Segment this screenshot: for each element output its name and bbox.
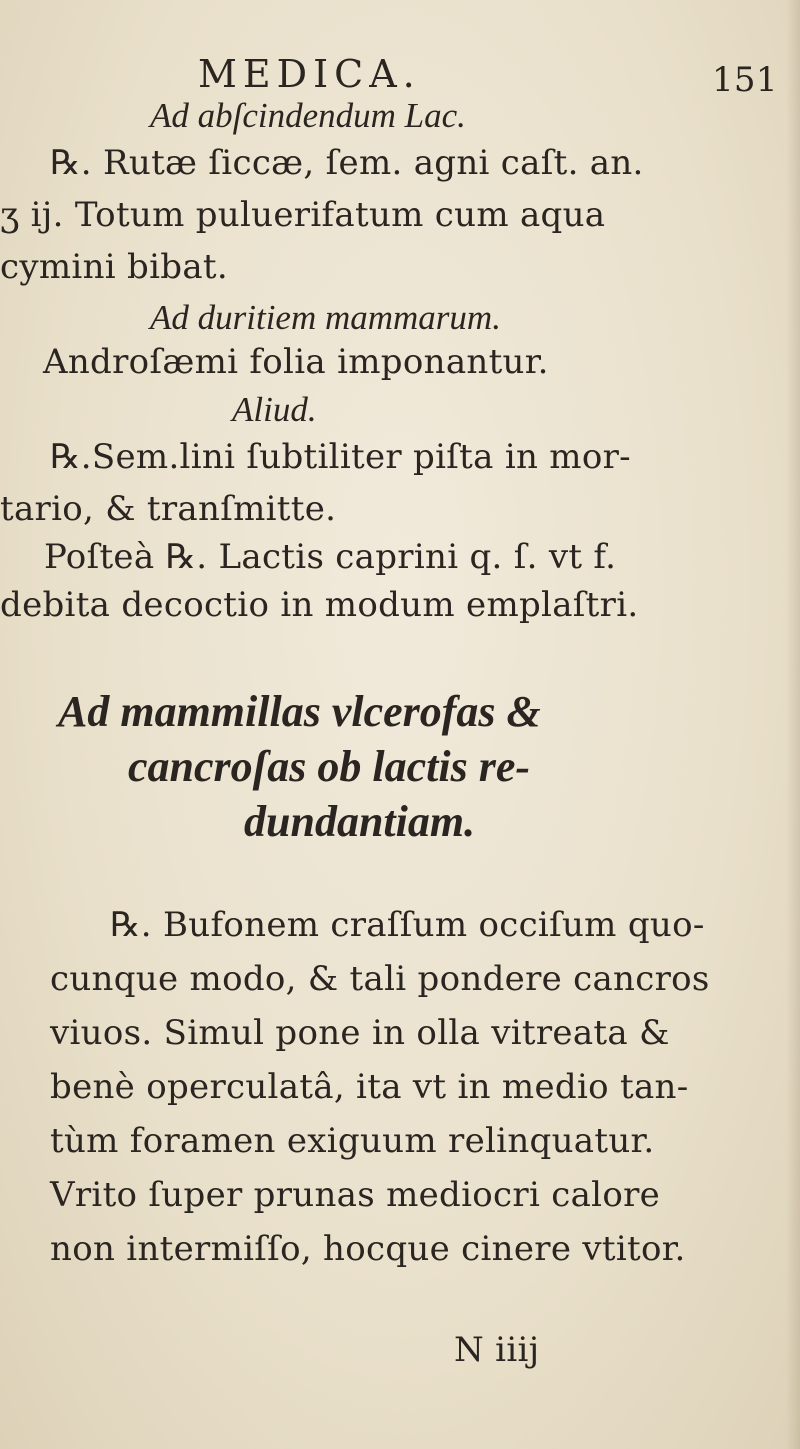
text-line: Androſæmi folia imponantur. bbox=[43, 342, 549, 382]
heading-aliud: Aliud. bbox=[232, 390, 317, 429]
heading-ad-abscindendum-lac: Ad abſcindendum Lac. bbox=[150, 96, 466, 135]
text-line: Vrito ſuper prunas mediocri calore bbox=[50, 1175, 661, 1215]
heading-ad-mammillas-line: Ad mammillas vlcerofas & bbox=[58, 687, 541, 736]
text-line: tario, & tranſmitte. bbox=[0, 489, 337, 529]
page-number: 151 bbox=[712, 60, 778, 100]
text-line: cunque modo, & tali pondere cancros bbox=[50, 959, 710, 999]
text-line: ℞. Bufonem craſſum occiſum quo- bbox=[110, 905, 705, 945]
running-title: MEDICA. bbox=[198, 52, 421, 96]
heading-ad-mammillas-line: dundantiam. bbox=[244, 797, 476, 846]
text-line: ℞. Rutæ ſiccæ, ſem. agni caſt. an. bbox=[50, 143, 644, 183]
text-line: cymini bibat. bbox=[0, 247, 228, 287]
text-line: benè operculatâ, ita vt in medio tan- bbox=[50, 1067, 689, 1107]
text-line: ʒ ij. Totum puluerifatum cum aqua bbox=[0, 195, 606, 235]
page-edge-shadow bbox=[786, 0, 800, 1449]
text-line: non intermiſſo, hocque cinere vtitor. bbox=[50, 1229, 686, 1269]
signature-mark: N iiij bbox=[454, 1330, 540, 1370]
text-line: tùm foramen exiguum relinquatur. bbox=[50, 1121, 655, 1161]
text-line: debita decoctio in modum emplaſtri. bbox=[0, 585, 639, 625]
text-line: viuos. Simul pone in olla vitreata & bbox=[50, 1013, 670, 1053]
heading-ad-mammillas-line: cancroſas ob lactis re- bbox=[128, 742, 531, 791]
heading-ad-duritiem-mammarum: Ad duritiem mammarum. bbox=[150, 298, 501, 337]
text-line: ℞.Sem.lini ſubtiliter piſta in mor- bbox=[50, 437, 631, 477]
text-line: Poſteà ℞. Lactis caprini q. ſ. vt f. bbox=[44, 537, 617, 577]
